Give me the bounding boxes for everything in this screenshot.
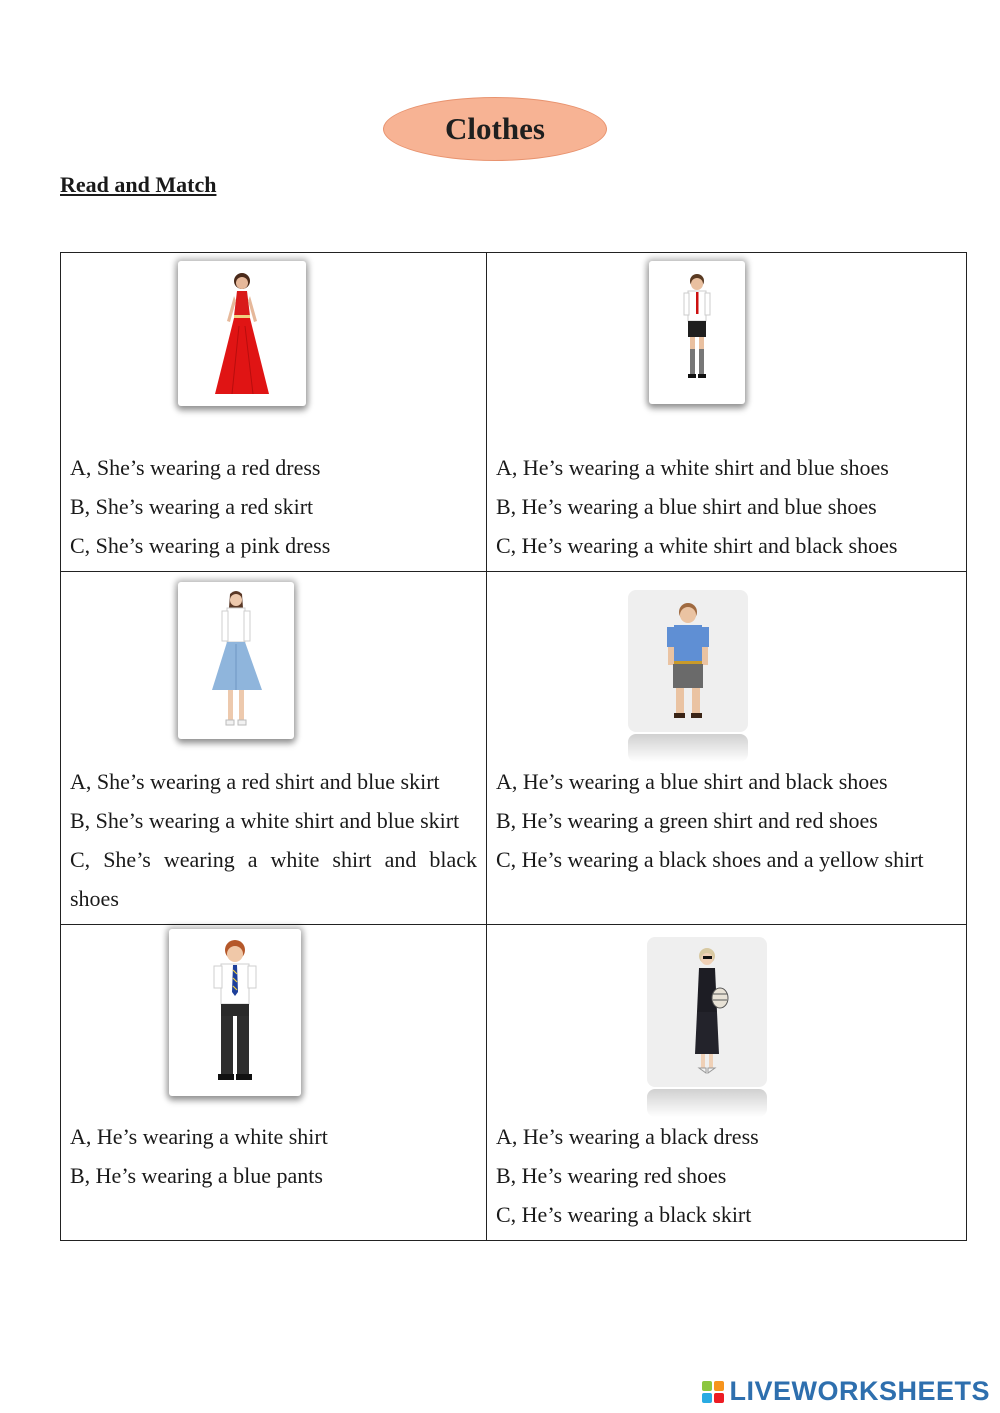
worksheet-title: Clothes bbox=[383, 97, 607, 161]
table-row bbox=[61, 572, 967, 925]
option-c[interactable]: C, She’s wearing a white shirt and black shoes bbox=[70, 847, 477, 911]
cell-black-dress bbox=[487, 925, 967, 1241]
option-a[interactable]: A, He’s wearing a white shirt bbox=[70, 1124, 328, 1149]
boy-shorts-photo bbox=[649, 261, 745, 404]
cell-red-dress bbox=[61, 253, 487, 572]
option-b[interactable]: B, He’s wearing a blue pants bbox=[70, 1163, 323, 1188]
instruction-heading: Read and Match bbox=[60, 172, 217, 197]
option-a[interactable]: A, She’s wearing a red dress bbox=[70, 455, 321, 480]
cell-blue-shirt bbox=[487, 572, 967, 925]
match-table bbox=[60, 252, 967, 1241]
option-a[interactable]: A, He’s wearing a blue shirt and black shoes bbox=[496, 769, 888, 794]
table-row bbox=[61, 253, 967, 572]
logo-icon bbox=[702, 1381, 724, 1403]
table-row bbox=[61, 925, 967, 1241]
option-a[interactable]: A, He’s wearing a black dress bbox=[496, 1124, 759, 1149]
red-dress-photo bbox=[178, 261, 306, 406]
cell-boy-shorts bbox=[487, 253, 967, 572]
option-b[interactable]: B, He’s wearing red shoes bbox=[496, 1163, 727, 1188]
cell-blue-skirt bbox=[61, 572, 487, 925]
option-c[interactable]: C, He’s wearing a white shirt and black shoes bbox=[496, 533, 898, 558]
option-c[interactable]: C, He’s wearing a black shoes and a yellow shirt bbox=[496, 847, 924, 872]
black-dress-photo bbox=[647, 937, 767, 1087]
option-a[interactable]: A, She’s wearing a red shirt and blue skirt bbox=[70, 769, 440, 794]
liveworksheets-logo bbox=[702, 1376, 990, 1407]
blue-skirt-photo bbox=[178, 582, 294, 739]
blue-shirt-photo bbox=[628, 590, 748, 732]
option-b[interactable]: B, She’s wearing a white shirt and blue skirt bbox=[70, 808, 460, 833]
black-pants-photo bbox=[169, 929, 301, 1096]
cell-black-pants bbox=[61, 925, 487, 1241]
option-b[interactable]: B, He’s wearing a green shirt and red shoes bbox=[496, 808, 878, 833]
photo-reflection bbox=[647, 1089, 767, 1117]
option-c[interactable]: C, She’s wearing a pink dress bbox=[70, 533, 331, 558]
brand-name: LIVEWORKSHEETS bbox=[729, 1376, 990, 1406]
option-b[interactable]: B, She’s wearing a red skirt bbox=[70, 494, 314, 519]
photo-reflection bbox=[628, 734, 748, 762]
option-a[interactable]: A, He’s wearing a white shirt and blue shoes bbox=[496, 455, 889, 480]
option-c[interactable]: C, He’s wearing a black skirt bbox=[496, 1202, 752, 1227]
option-b[interactable]: B, He’s wearing a blue shirt and blue shoes bbox=[496, 494, 877, 519]
